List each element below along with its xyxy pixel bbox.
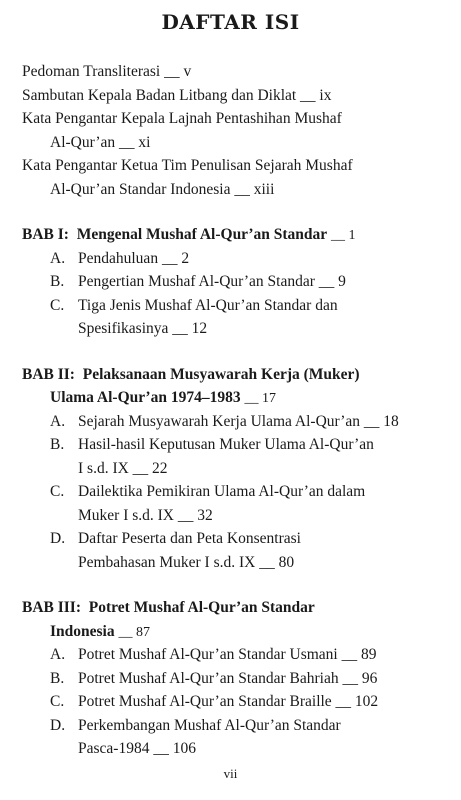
section-letter: A. — [50, 412, 66, 430]
section-text: Hasil-hasil Keputusan Muker Ulama Al-Qur’an — [78, 436, 374, 453]
table-of-contents — [22, 60, 451, 761]
section-text: Potret Mushaf Al-Qur’an Standar Bahriah __ 96 — [78, 669, 378, 687]
chapter-heading-line — [22, 363, 451, 387]
section-letter — [50, 737, 78, 761]
section-letter: C. — [50, 483, 65, 500]
toc-entry-line: Sambutan Kepala Badan Litbang dan Diklat __ ix — [22, 86, 332, 104]
section-entry-line — [22, 714, 451, 738]
section-letter: D. — [50, 530, 66, 547]
section-entry-line — [22, 410, 451, 434]
section-text: Potret Mushaf Al-Qur’an Standar Usmani __ 89 — [78, 646, 377, 663]
section-text: Daftar Peserta dan Peta Konsentrasi — [78, 530, 301, 547]
toc-entry-line: Al-Qur’an Standar Indonesia __ xiii — [50, 180, 275, 198]
chapter-heading-line — [22, 620, 451, 644]
toc-entry-line: Kata Pengantar Ketua Tim Penulisan Sejarah Mushaf — [22, 157, 353, 174]
section-text: Spesifikasinya __ 12 — [78, 320, 208, 337]
chapter-heading-line — [22, 386, 451, 410]
section-spacer — [22, 341, 451, 363]
section-entry-line — [22, 667, 451, 691]
section-text: Tiga Jenis Mushaf Al-Qur’an Standar dan — [78, 296, 338, 314]
section-text: Dailektika Pemikiran Ulama Al-Qur’an dalam — [78, 483, 366, 500]
chapter-label: BAB III: — [22, 599, 82, 616]
section-text: Pasca-1984 __ 106 — [78, 740, 196, 757]
chapter-title: Ulama Al-Qur’an 1974–1983 — [50, 389, 241, 406]
section-letter: D. — [50, 716, 66, 734]
chapter-title: Indonesia — [50, 622, 115, 640]
chapter-title: Mengenal Mushaf Al-Qur’an Standar — [76, 226, 328, 243]
section-letter: B. — [50, 436, 65, 453]
section-text: Pengertian Mushaf Al-Qur’an Standar __ 9 — [78, 273, 346, 290]
chapter-label: BAB I: — [22, 226, 69, 243]
section-text: I s.d. IX __ 22 — [78, 459, 168, 477]
chapter-title: Potret Mushaf Al-Qur’an Standar — [88, 599, 315, 616]
section-letter: C. — [50, 296, 65, 314]
toc-entry-line: Kata Pengantar Kepala Lajnah Pentashihan Mushaf — [22, 110, 342, 127]
chapter-heading-line — [22, 596, 451, 620]
chapter-page: __ 17 — [244, 391, 276, 406]
section-entry-line — [22, 527, 451, 551]
section-letter — [50, 551, 78, 575]
toc-entry-line: Pedoman Transliterasi __ v — [22, 63, 192, 80]
chapter-title: Pelaksanaan Musyawarah Kerja (Muker) — [82, 365, 360, 383]
toc-entry-line: Al-Qur’an __ xi — [50, 133, 151, 151]
section-entry-line — [22, 551, 451, 575]
chapter-page: __ 87 — [118, 624, 150, 640]
section-letter: B. — [50, 273, 65, 290]
section-letter: C. — [50, 693, 65, 710]
section-text: Perkembangan Mushaf Al-Qur’an Standar — [78, 716, 341, 734]
page-number: vii — [223, 766, 238, 781]
section-entry-line — [22, 737, 451, 761]
section-entry-line — [22, 317, 451, 341]
section-letter — [50, 317, 78, 341]
section-spacer — [22, 201, 451, 223]
section-entry-line — [22, 643, 451, 667]
section-letter — [50, 457, 78, 481]
section-entry-line — [22, 247, 451, 271]
page-title: DAFTAR ISI — [161, 10, 300, 34]
section-text: Potret Mushaf Al-Qur’an Standar Braille __ 102 — [78, 693, 379, 710]
section-entry-line — [22, 433, 451, 457]
section-text: Pendahuluan __ 2 — [78, 249, 190, 267]
section-entry-line — [22, 504, 451, 528]
section-entry-line — [22, 480, 451, 504]
section-entry-line — [22, 270, 451, 294]
section-text: Sejarah Musyawarah Kerja Ulama Al-Qur’an __ 18 — [78, 412, 399, 430]
chapter-label: BAB II: — [22, 365, 75, 383]
section-letter — [50, 504, 78, 528]
chapter-page: __ 1 — [331, 228, 356, 243]
section-entry-line — [22, 457, 451, 481]
section-letter: A. — [50, 249, 66, 267]
section-letter: B. — [50, 669, 65, 687]
section-letter: A. — [50, 646, 66, 663]
chapter-heading-line — [22, 223, 451, 247]
section-text: Pembahasan Muker I s.d. IX __ 80 — [78, 553, 295, 571]
section-text: Muker I s.d. IX __ 32 — [78, 506, 213, 524]
section-spacer — [22, 574, 451, 596]
section-entry-line — [22, 690, 451, 714]
section-entry-line — [22, 294, 451, 318]
